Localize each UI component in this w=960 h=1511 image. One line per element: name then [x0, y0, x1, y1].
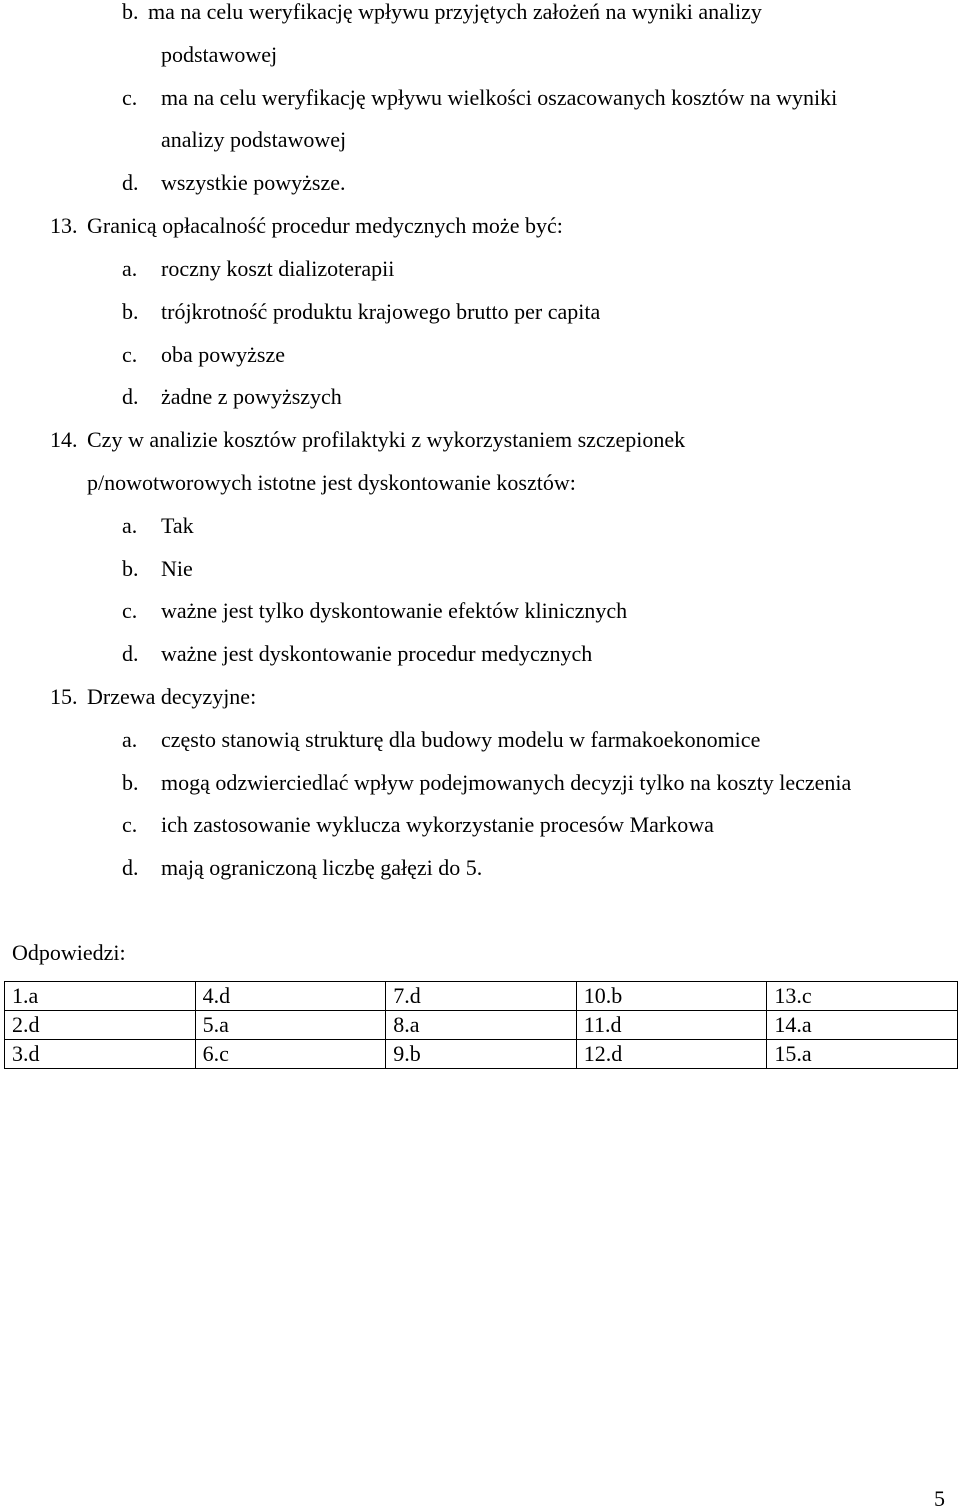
page-number: 5 — [934, 1486, 945, 1511]
option-text: żadne z powyższych — [161, 384, 342, 409]
option-label: a. — [122, 256, 138, 281]
option-label: d. — [122, 170, 139, 195]
option-label: b. — [122, 0, 139, 24]
option-label: b. — [122, 770, 139, 795]
option-text: ma na celu weryfikację wpływu wielkości oszacowanych kosztów na wyniki — [161, 85, 838, 110]
answer-cell: 2.d — [5, 1011, 196, 1040]
table-row — [5, 1040, 958, 1069]
question-number: 14. — [50, 427, 78, 452]
answer-cell: 3.d — [5, 1040, 196, 1069]
question-text: p/nowotworowych istotne jest dyskontowanie kosztów: — [87, 470, 576, 495]
table-row — [5, 1011, 958, 1040]
option-text: oba powyższe — [161, 342, 286, 367]
answers-heading: Odpowiedzi: — [12, 940, 126, 965]
option-text: ważne jest tylko dyskontowanie efektów klinicznych — [161, 598, 628, 623]
answer-cell: 11.d — [576, 1011, 767, 1040]
question-number: 13. — [50, 213, 78, 238]
option-text: ma na celu weryfikację wpływu przyjętych założeń na wyniki analizy — [148, 0, 762, 24]
option-text: analizy podstawowej — [161, 127, 347, 152]
option-text: mogą odzwierciedlać wpływ podejmowanych decyzji tylko na koszty leczenia — [161, 770, 852, 795]
option-text: Nie — [161, 556, 193, 581]
option-text: często stanowią strukturę dla budowy modelu w farmakoekonomice — [161, 727, 761, 752]
option-text: trójkrotność produktu krajowego brutto per capita — [161, 299, 601, 324]
option-label: b. — [122, 556, 139, 581]
question-text: Granicą opłacalność procedur medycznych może być: — [87, 213, 563, 238]
answer-cell: 12.d — [576, 1040, 767, 1069]
answer-cell: 10.b — [576, 982, 767, 1011]
option-text: wszystkie powyższe. — [161, 170, 346, 195]
answer-cell: 5.a — [195, 1011, 386, 1040]
table-row — [5, 982, 958, 1011]
question-text: Czy w analizie kosztów profilaktyki z wykorzystaniem szczepionek — [87, 427, 686, 452]
option-text: roczny koszt dializoterapii — [161, 256, 395, 281]
question-text: Drzewa decyzyjne: — [87, 684, 257, 709]
option-text: Tak — [161, 513, 194, 538]
option-label: c. — [122, 342, 138, 367]
question-number: 15. — [50, 684, 78, 709]
option-label: c. — [122, 85, 138, 110]
answer-cell: 1.a — [5, 982, 196, 1011]
answer-cell: 14.a — [767, 1011, 958, 1040]
option-text: podstawowej — [161, 42, 278, 67]
answer-cell: 4.d — [195, 982, 386, 1011]
option-label: a. — [122, 513, 138, 538]
answer-cell: 13.c — [767, 982, 958, 1011]
option-text: mają ograniczoną liczbę gałęzi do 5. — [161, 855, 483, 880]
answer-cell: 8.a — [386, 1011, 577, 1040]
option-label: c. — [122, 598, 138, 623]
answer-cell: 15.a — [767, 1040, 958, 1069]
option-label: d. — [122, 855, 139, 880]
option-label: c. — [122, 812, 138, 837]
answer-cell: 9.b — [386, 1040, 577, 1069]
option-text: ich zastosowanie wyklucza wykorzystanie procesów Markowa — [161, 812, 714, 837]
answer-cell: 6.c — [195, 1040, 386, 1069]
option-label: d. — [122, 641, 139, 666]
option-label: a. — [122, 727, 138, 752]
option-text: ważne jest dyskontowanie procedur medycznych — [161, 641, 593, 666]
answer-cell: 7.d — [386, 982, 577, 1011]
option-label: d. — [122, 384, 139, 409]
option-label: b. — [122, 299, 139, 324]
answer-key-table — [4, 981, 958, 1069]
